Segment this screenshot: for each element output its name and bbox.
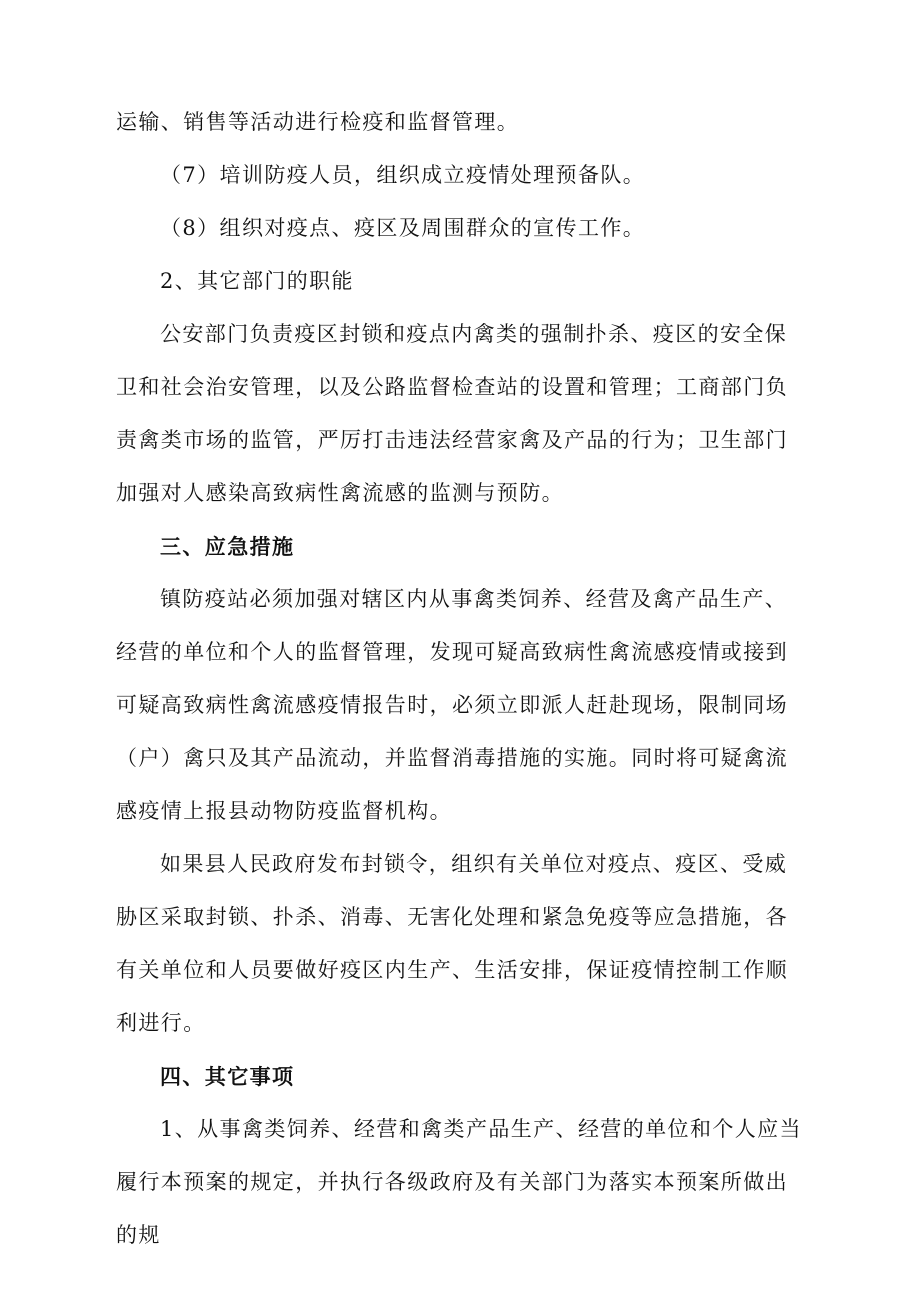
subheading-other-departments: 2、其它部门的职能: [160, 269, 354, 293]
paragraph-item-7: （7）培训防疫人员，组织成立疫情处理预备队。: [160, 163, 646, 187]
section-heading-emergency-measures: 三、应急措施: [160, 534, 295, 559]
paragraph-transport-continuation: 运输、销售等活动进行检疫和监督管理。: [116, 110, 520, 134]
paragraph-department-duties: 公安部门负责疫区封锁和疫点内禽类的强制扑杀、疫区的安全保卫和社会治安管理，以及公路监督检查站的设置和管理；工商部门负责禽类市场的监管，严厉打击违法经营家禽及产品的行为；卫生部门加强对人感染高致病性禽流感的监测与预防。: [116, 322, 788, 505]
paragraph-item-8: （8）组织对疫点、疫区及周围群众的宣传工作。: [160, 216, 646, 240]
paragraph-epidemic-station: 镇防疫站必须加强对辖区内从事禽类饲养、经营及禽产品生产、经营的单位和个人的监督管理，发现可疑高致病性禽流感疫情或接到可疑高致病性禽流感疫情报告时，必须立即派人赶赴现场，限制同场（户）禽只及其产品流动，并监督消毒措施的实施。同时将可疑禽流感疫情上报县动物防疫监督机构。: [116, 587, 788, 823]
paragraph-other-matters-item-1: 1、从事禽类饲养、经营和禽类产品生产、经营的单位和个人应当履行本预案的规定，并执行各级政府及有关部门为落实本预案所做出的规: [116, 1117, 802, 1247]
document-body: [116, 96, 806, 1262]
paragraph-blockade-order: 如果县人民政府发布封锁令，组织有关单位对疫点、疫区、受威胁区采取封锁、扑杀、消毒、无害化处理和紧急免疫等应急措施，各有关单位和人员要做好疫区内生产、生活安排，保证疫情控制工作顺利进行。: [116, 852, 788, 1035]
section-heading-other-matters: 四、其它事项: [160, 1064, 295, 1089]
